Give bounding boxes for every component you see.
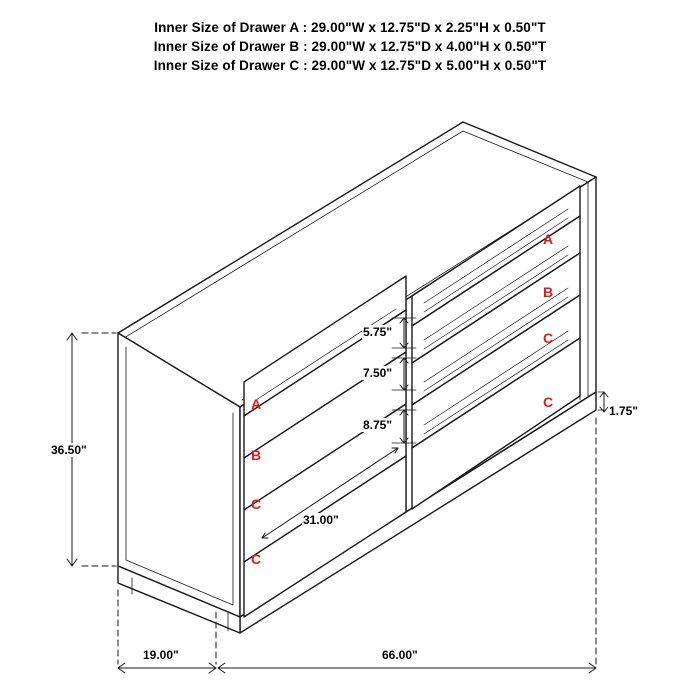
spec-line-drawer-b: Inner Size of Drawer B : 29.00"W x 12.75"D x 4.00"H x 0.50"T xyxy=(153,39,547,54)
drawer-label-left-a: A xyxy=(251,396,262,412)
dim-label-drawer-top: 5.75" xyxy=(363,325,393,339)
spec-line-drawer-a: Inner Size of Drawer A : 29.00"W x 12.75"D x 2.25"H x 0.50"T xyxy=(154,20,546,35)
dim-label-drawer-low: 8.75" xyxy=(363,418,393,432)
drawer-label-left-c2: C xyxy=(251,551,262,567)
dim-label-width: 66.00" xyxy=(382,648,418,662)
drawer-label-right-c1: C xyxy=(543,330,554,346)
dim-label-height: 36.50" xyxy=(51,443,87,457)
drawer-label-right-c2: C xyxy=(543,394,554,410)
dim-label-drawer-mid: 7.50" xyxy=(363,366,393,380)
drawer-label-left-b: B xyxy=(251,447,262,463)
drawer-label-right-b: B xyxy=(543,284,554,300)
dim-label-depth: 19.00" xyxy=(143,648,179,662)
dim-label-base-height: 1.75" xyxy=(609,404,639,418)
dim-label-drawer-width: 31.00" xyxy=(303,513,339,527)
drawer-label-right-a: A xyxy=(543,231,554,247)
spec-line-drawer-c: Inner Size of Drawer C : 29.00"W x 12.75"D x 5.00"H x 0.50"T xyxy=(153,58,547,73)
drawer-label-left-c1: C xyxy=(251,496,262,512)
